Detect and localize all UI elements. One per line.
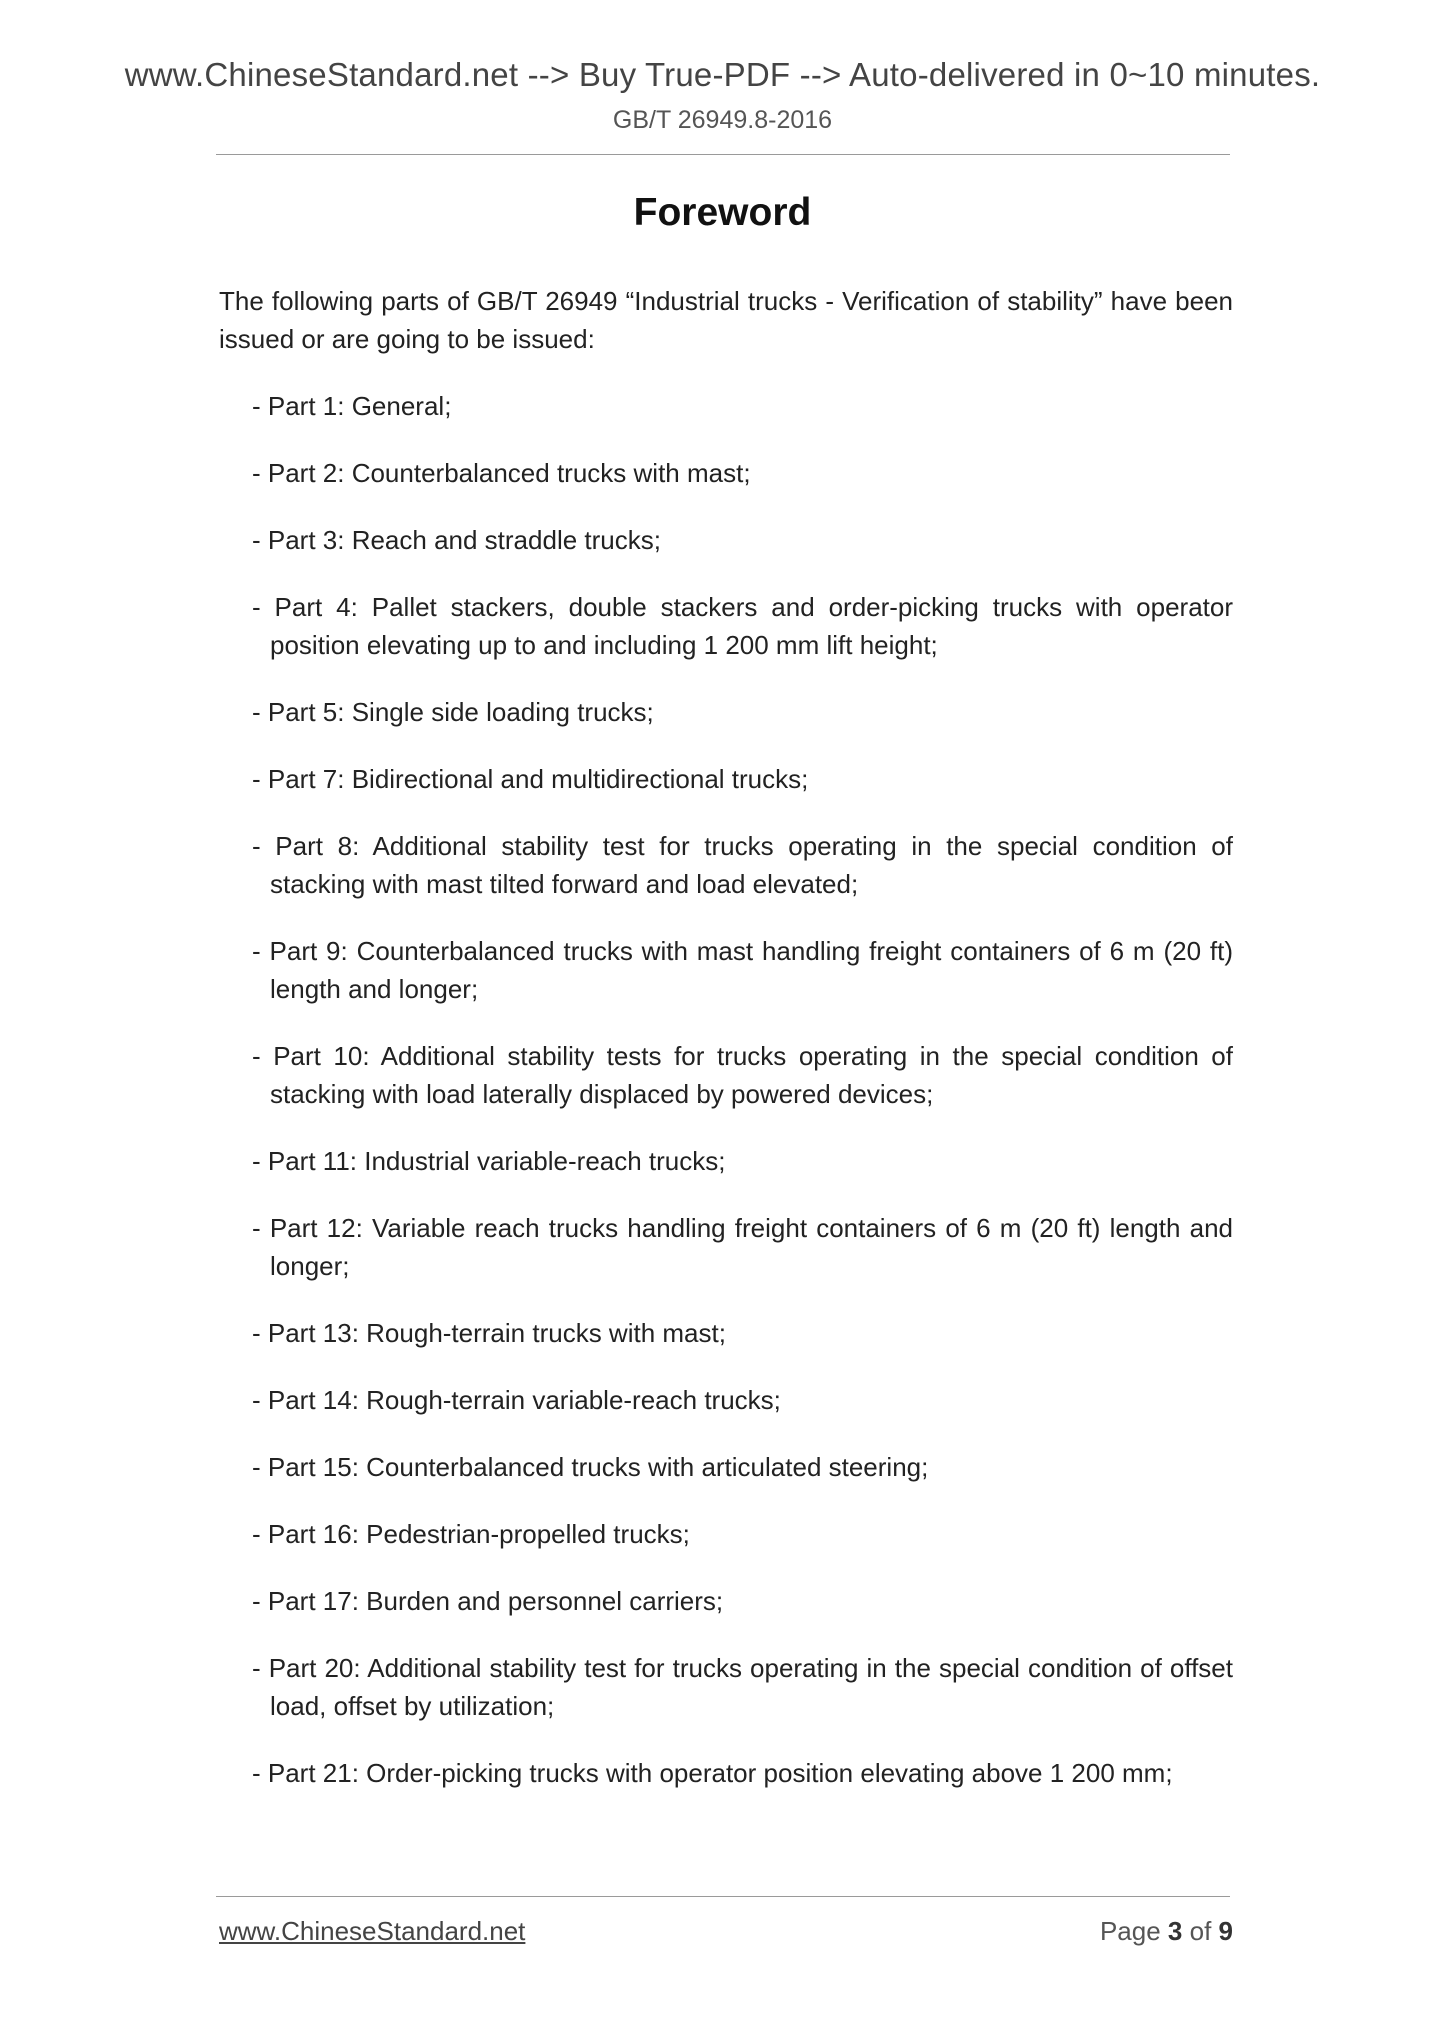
list-item: - Part 3: Reach and straddle trucks; [252,525,661,555]
list-item: - Part 1: General; [252,391,452,421]
parts-list [252,387,1233,1821]
list-item: - Part 12: Variable reach trucks handling freight containers of 6 m (20 ft) length and longer; [252,1213,1233,1281]
list-item: - Part 4: Pallet stackers, double stackers and order-picking trucks with operator position elevating up to and including 1 200 mm lift height; [252,592,1233,660]
page-label: Page [1099,1916,1161,1946]
page-number [1100,1916,1233,1947]
header-divider [216,154,1230,155]
list-item: - Part 14: Rough-terrain variable-reach trucks; [252,1385,781,1415]
list-item: - Part 7: Bidirectional and multidirectional trucks; [252,764,809,794]
page-current: 3 [1167,1916,1183,1946]
list-item: - Part 13: Rough-terrain trucks with mast; [252,1318,726,1348]
page-title: Foreword [633,191,812,234]
list-item: - Part 9: Counterbalanced trucks with mast handling freight containers of 6 m (20 ft) length and longer; [252,936,1233,1004]
footer-divider [216,1896,1230,1897]
list-item: - Part 8: Additional stability test for trucks operating in the special condition of stacking with mast tilted forward and load elevated; [252,831,1233,899]
list-item: - Part 17: Burden and personnel carriers; [252,1586,724,1616]
list-item: - Part 15: Counterbalanced trucks with articulated steering; [252,1452,929,1482]
document-code: GB/T 26949.8-2016 [612,106,833,134]
intro-paragraph: The following parts of GB/T 26949 “Industrial trucks - Verification of stability” have been issued or are going to be issued: [219,286,1233,354]
list-item: - Part 20: Additional stability test for trucks operating in the special condition of offset load, offset by utilization; [252,1653,1233,1721]
list-item: - Part 2: Counterbalanced trucks with mast; [252,458,751,488]
list-item: - Part 16: Pedestrian-propelled trucks; [252,1519,690,1549]
top-banner: www.ChineseStandard.net --> Buy True-PDF --> Auto-delivered in 0~10 minutes. [124,56,1321,93]
list-item: - Part 11: Industrial variable-reach trucks; [252,1146,726,1176]
list-item: - Part 21: Order-picking trucks with operator position elevating above 1 200 mm; [252,1758,1173,1788]
page-of-label: of [1189,1916,1212,1946]
footer-website-link[interactable]: www.ChineseStandard.net [219,1916,526,1946]
page-total: 9 [1218,1916,1233,1946]
list-item: - Part 10: Additional stability tests for trucks operating in the special condition of stacking with load laterally displaced by powered devices; [252,1041,1233,1109]
list-item: - Part 5: Single side loading trucks; [252,697,654,727]
